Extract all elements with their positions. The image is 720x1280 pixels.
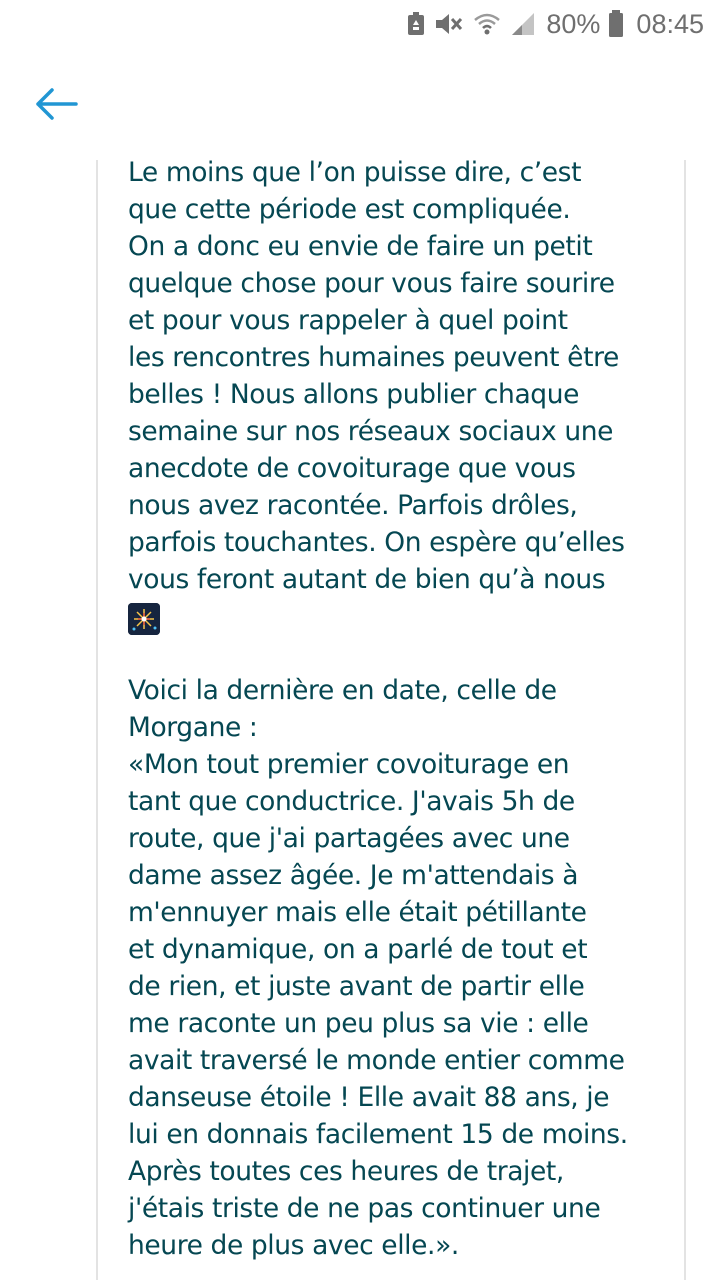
text-line: que cette période est compliquée. (128, 194, 571, 225)
clock: 08:45 (636, 8, 704, 39)
message-body (128, 154, 673, 1264)
text-line: me raconte un peu plus sa vie : elle (128, 1008, 589, 1039)
battery-icon (608, 10, 624, 38)
wifi-icon (472, 11, 502, 37)
emoji-line (128, 598, 673, 635)
text-line: dame assez âgée. Je m'attendais à (128, 860, 579, 891)
text-line: j'étais triste de ne pas continuer une (128, 1193, 601, 1224)
text-line: belles ! Nous allons publier chaque (128, 379, 580, 410)
text-line: et pour vous rappeler à quel point (128, 305, 568, 336)
mute-icon (434, 11, 464, 37)
arrow-left-icon (32, 86, 80, 122)
text-line: et dynamique, on a parlé de tout et (128, 934, 588, 965)
text-line: de rien, et juste avant de partir elle (128, 971, 585, 1002)
status-bar (0, 0, 720, 48)
message-paragraph-2 (128, 672, 673, 1264)
text-line: vous feront autant de bien qu’à nous (128, 564, 606, 595)
text-line: On a donc eu envie de faire un petit (128, 231, 593, 262)
text-line: «Mon tout premier covoiturage en (128, 749, 570, 780)
message-paragraph-1 (128, 154, 673, 635)
text-line: route, que j'ai partagées avec une (128, 823, 570, 854)
paragraph-spacer (128, 635, 673, 672)
text-line: heure de plus avec elle.». (128, 1230, 459, 1261)
text-line: nous avez racontée. Parfois drôles, (128, 490, 578, 521)
text-line: parfois touchantes. On espère qu’elles (128, 527, 625, 558)
text-line: les rencontres humaines peuvent être (128, 342, 619, 373)
battery-percent: 80% (546, 8, 601, 39)
text-line: m'ennuyer mais elle était pétillante (128, 897, 587, 928)
text-line: anecdote de covoiturage que vous (128, 453, 576, 484)
battery-saver-icon (406, 11, 426, 37)
fireworks-emoji-icon (128, 603, 160, 635)
status-icons (406, 9, 704, 40)
text-line: Le moins que l’on puisse dire, c’est (128, 157, 582, 188)
text-line: Après toutes ces heures de trajet, (128, 1156, 564, 1187)
text-line: semaine sur nos réseaux sociaux une (128, 416, 614, 447)
text-line: lui en donnais facilement 15 de moins. (128, 1119, 628, 1150)
signal-icon (510, 11, 536, 37)
text-line: avait traversé le monde entier comme (128, 1045, 625, 1076)
text-line: Voici la dernière en date, celle de (128, 675, 557, 706)
back-button[interactable] (28, 80, 84, 128)
text-line: quelque chose pour vous faire sourire (128, 268, 615, 299)
text-line: danseuse étoile ! Elle avait 88 ans, je (128, 1082, 610, 1113)
text-line: Morgane : (128, 712, 258, 743)
text-line: tant que conductrice. J'avais 5h de (128, 786, 575, 817)
